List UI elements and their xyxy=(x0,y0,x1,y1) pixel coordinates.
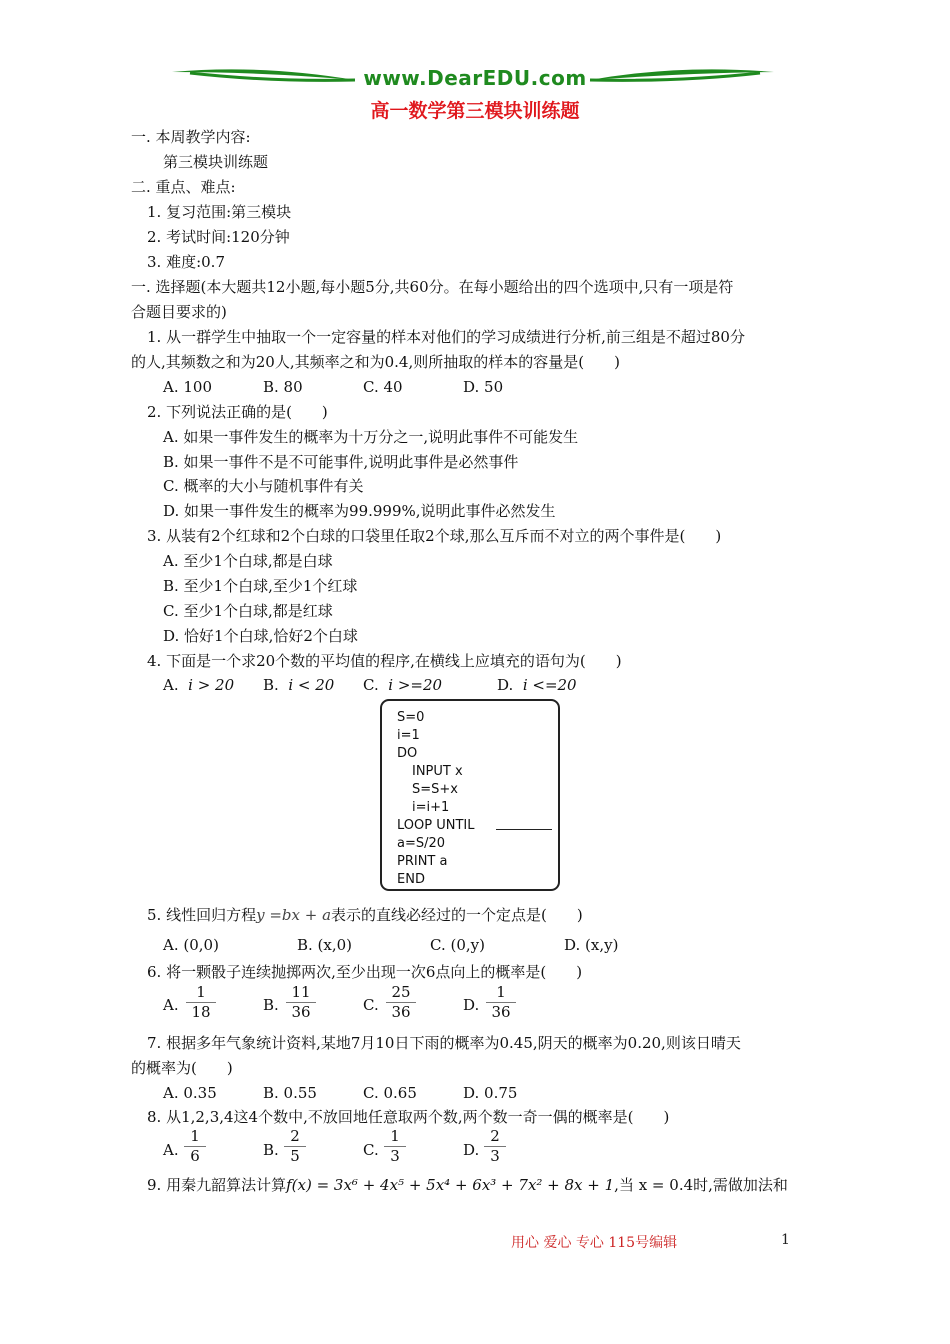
q2-option-a: A. 如果一事件发生的概率为十万分之一,说明此事件不可能发生 xyxy=(163,428,579,446)
q6-option-b-letter: B. xyxy=(263,996,279,1014)
q6-option-c-fraction: $\frac{25}{36}$ xyxy=(386,983,416,1022)
list-item: 3. 难度:0.7 xyxy=(147,253,225,271)
list-item: 2. 考试时间:120分钟 xyxy=(147,228,290,246)
code-line: DO xyxy=(397,746,418,761)
question-7-stem: 7. 根据多年气象统计资料,某地7月10日下雨的概率为0.45,阴天的概率为0.20,则该日晴天 xyxy=(147,1034,741,1052)
code-line: i=1 xyxy=(397,728,420,743)
q1-option-c: C. 40 xyxy=(363,378,403,396)
q8-option-a-letter: A. xyxy=(163,1141,179,1159)
q8-option-c-letter: C. xyxy=(363,1141,379,1159)
q5-option-b: B. (x,0) xyxy=(297,936,353,954)
list-item: 1. 复习范围:第三模块 xyxy=(147,203,292,221)
section-instructions-cont: 合题目要求的) xyxy=(131,303,227,321)
q8-option-a-fraction: $\frac{1}{6}$ xyxy=(184,1127,206,1166)
q5-option-a: A. (0,0) xyxy=(163,936,219,954)
page-title: 高一数学第三模块训练题 xyxy=(370,100,580,122)
q3-option-d: D. 恰好1个白球,恰好2个白球 xyxy=(163,627,358,645)
code-line: S=0 xyxy=(397,710,425,725)
question-3-stem: 3. 从装有2个红球和2个白球的口袋里任取2个球,那么互斥而不对立的两个事件是( ) xyxy=(147,527,722,545)
q5-option-c: C. (0,y) xyxy=(430,936,485,954)
q8-option-d-letter: D. xyxy=(463,1141,480,1159)
question-4-stem: 4. 下面是一个求20个数的平均值的程序,在横线上应填充的语句为( ) xyxy=(147,652,622,670)
q4-option-c: C. i >=20 xyxy=(363,676,443,694)
q1-option-b: B. 80 xyxy=(263,378,303,396)
section-body: 第三模块训练题 xyxy=(163,153,269,171)
q1-option-d: D. 50 xyxy=(463,378,504,396)
code-line: i=i+1 xyxy=(412,800,450,815)
question-9-stem: 9. 用秦九韶算法计算f(x) = 3x⁶ + 4x⁵ + 5x⁴ + 6x³ + 7x² + 8x + 1,当 x = 0.4时,需做加法和 xyxy=(147,1176,788,1194)
code-line: END xyxy=(397,872,425,887)
q6-option-c-letter: C. xyxy=(363,996,379,1014)
q8-option-c-fraction: $\frac{1}{3}$ xyxy=(384,1127,406,1166)
code-line: PRINT a xyxy=(397,854,448,869)
site-logo xyxy=(170,62,776,92)
page-number: 1 xyxy=(781,1232,790,1248)
question-2-stem: 2. 下列说法正确的是( ) xyxy=(147,403,328,421)
polynomial-formula: f(x) = 3x⁶ + 4x⁵ + 5x⁴ + 6x³ + 7x² + 8x + 1 xyxy=(286,1176,615,1194)
question-6-stem: 6. 将一颗骰子连续抛掷两次,至少出现一次6点向上的概率是( ) xyxy=(147,963,583,981)
q4-option-b: B. i < 20 xyxy=(263,676,335,694)
q1-option-a: A. 100 xyxy=(163,378,212,396)
q3-option-c: C. 至少1个白球,都是红球 xyxy=(163,602,333,620)
section-instructions: 一. 选择题(本大题共12小题,每小题5分,共60分。在每小题给出的四个选项中,只有一项是符 xyxy=(131,278,734,296)
q2-option-d: D. 如果一事件发生的概率为99.999%,说明此事件必然发生 xyxy=(163,502,556,520)
section-heading: 二. 重点、难点: xyxy=(131,178,236,196)
question-5-stem: 5. 线性回归方程y =bx + a表示的直线必经过的一个定点是( ) xyxy=(147,906,583,924)
footer-note: 用心 爱心 专心 115号编辑 xyxy=(511,1235,678,1251)
regression-equation: y =bx + a xyxy=(256,906,332,924)
question-8-stem: 8. 从1,2,3,4这4个数中,不放回地任意取两个数,两个数一奇一偶的概率是( ) xyxy=(147,1108,670,1126)
q8-option-b-fraction: $\frac{2}{5}$ xyxy=(284,1127,306,1166)
code-line: S=S+x xyxy=(412,782,458,797)
logo-text: www.DearEDU.com xyxy=(363,66,587,90)
q6-option-b-fraction: $\frac{11}{36}$ xyxy=(286,983,316,1022)
q6-option-a-letter: A. xyxy=(163,996,179,1014)
q6-option-a-fraction: $\frac{1}{18}$ xyxy=(186,983,216,1022)
q3-option-b: B. 至少1个白球,至少1个红球 xyxy=(163,577,358,595)
q7-option-b: B. 0.55 xyxy=(263,1084,317,1102)
q6-option-d-letter: D. xyxy=(463,996,480,1014)
code-line: a=S/20 xyxy=(397,836,446,851)
q2-option-b: B. 如果一事件不是不可能事件,说明此事件是必然事件 xyxy=(163,453,519,471)
question-1-stem: 1. 从一群学生中抽取一个一定容量的样本对他们的学习成绩进行分析,前三组是不超过80分 xyxy=(147,328,745,346)
q8-option-d-fraction: $\frac{2}{3}$ xyxy=(484,1127,506,1166)
q7-option-a: A. 0.35 xyxy=(163,1084,217,1102)
q4-option-d: D. i <=20 xyxy=(497,676,577,694)
q5-option-d: D. (x,y) xyxy=(564,936,619,954)
section-heading: 一. 本周教学内容: xyxy=(131,128,251,146)
question-1-stem-cont: 的人,其频数之和为20人,其频率之和为0.4,则所抽取的样本的容量是( ) xyxy=(131,353,620,371)
q3-option-a: A. 至少1个白球,都是白球 xyxy=(163,552,333,570)
q2-option-c: C. 概率的大小与随机事件有关 xyxy=(163,477,364,495)
q6-option-d-fraction: $\frac{1}{36}$ xyxy=(486,983,516,1022)
q7-option-c: C. 0.65 xyxy=(363,1084,417,1102)
q8-option-b-letter: B. xyxy=(263,1141,279,1159)
code-line: INPUT x xyxy=(412,764,463,779)
code-line: LOOP UNTIL xyxy=(397,818,475,833)
q4-option-a: A. i > 20 xyxy=(163,676,235,694)
question-7-stem-cont: 的概率为( ) xyxy=(131,1059,233,1077)
fill-in-blank xyxy=(496,829,552,830)
q7-option-d: D. 0.75 xyxy=(463,1084,518,1102)
